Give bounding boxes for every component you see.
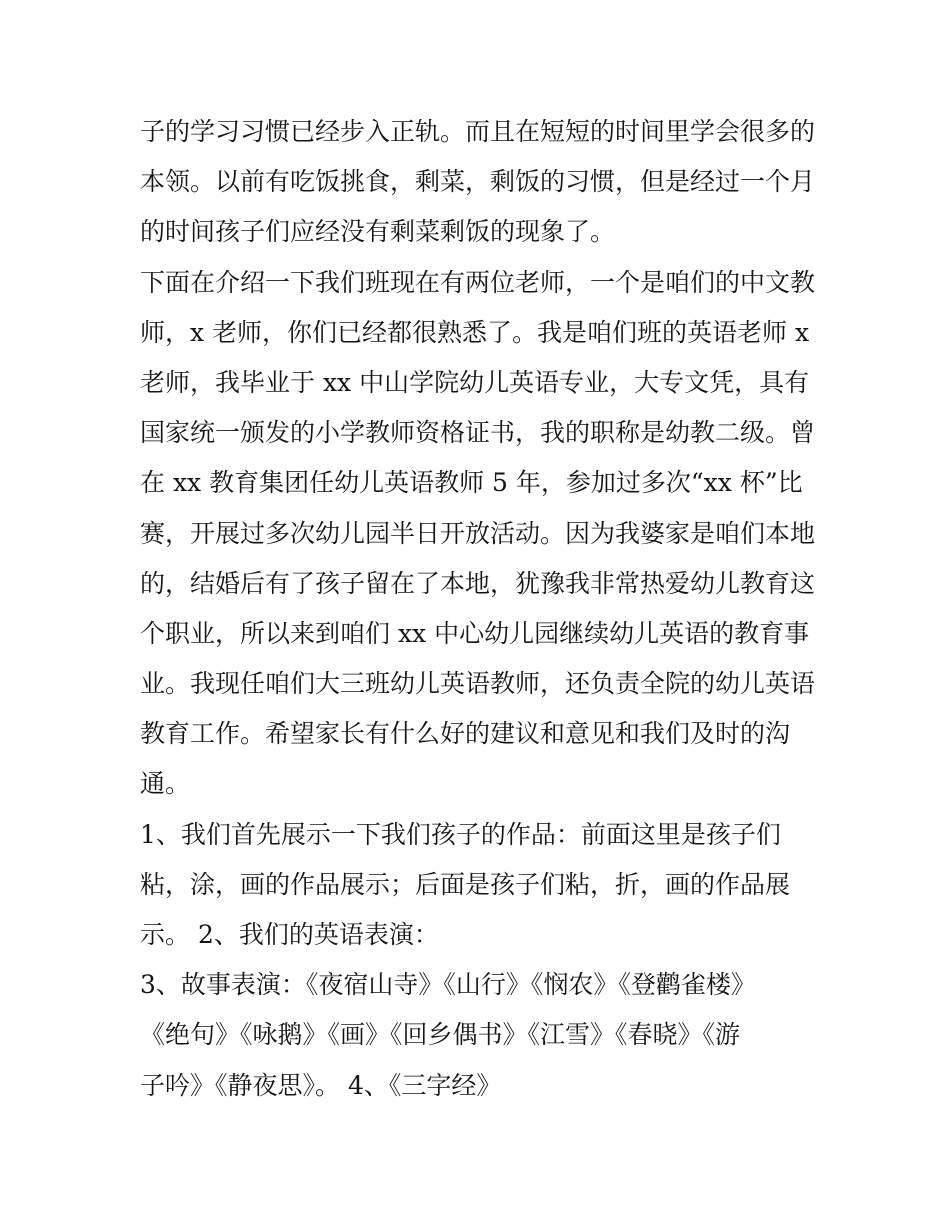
text-line: 下面在介绍一下我们班现在有两位老师，一个是咱们的中文教 <box>140 267 816 297</box>
body-text <box>140 107 820 1111</box>
text-line: 通。 <box>140 769 191 799</box>
text-line: 粘，涂，画的作品展示；后面是孩子们粘，折，画的作品展 <box>140 869 791 899</box>
text-line: 老师，我毕业于 xx 中山学院幼儿英语专业，大专文凭，具有 <box>140 367 810 397</box>
text-line: 业。我现任咱们大三班幼儿英语教师，还负责全院的幼儿英语 <box>140 669 816 699</box>
text-line: 1、我们首先展示一下我们孩子的作品：前面这里是孩子们 <box>140 819 781 849</box>
text-line: 示。 2、我们的英语表演： <box>140 920 439 949</box>
text-line: 《绝句》《咏鹅》《画》《回乡偶书》《江雪》《春晓》《游 <box>140 1020 741 1050</box>
text-line: 本领。以前有吃饭挑食，剩菜，剩饭的习惯，但是经过一个月 <box>140 167 816 197</box>
text-line: 个职业，所以来到咱们 xx 中心幼儿园继续幼儿英语的教育事 <box>140 618 810 648</box>
text-line: 的时间孩子们应经没有剩菜剩饭的现象了。 <box>140 217 616 247</box>
text-line: 在 xx 教育集团任幼儿英语教师 5 年，参加过多次“xx 杯”比 <box>140 468 803 498</box>
text-line: 赛，开展过多次幼儿园半日开放活动。因为我婆家是咱们本地 <box>140 518 816 548</box>
text-line: 子吟》《静夜思》。 4、《三字经》 <box>140 1070 502 1100</box>
text-line: 3、故事表演：《夜宿山寺》《山行》《悯农》《登鹳雀楼》 <box>140 970 756 1000</box>
text-line: 师，x 老师，你们已经都很熟悉了。我是咱们班的英语老师 x <box>140 317 810 347</box>
text-line: 子的学习习惯已经步入正轨。而且在短短的时间里学会很多的 <box>140 117 816 146</box>
text-line: 的，结婚后有了孩子留在了本地，犹豫我非常热爱幼儿教育这 <box>140 568 816 598</box>
text-line: 国家统一颁发的小学教师资格证书，我的职称是幼教二级。曾 <box>140 418 816 448</box>
text-line: 教育工作。希望家长有什么好的建议和意见和我们及时的沟 <box>140 719 791 749</box>
